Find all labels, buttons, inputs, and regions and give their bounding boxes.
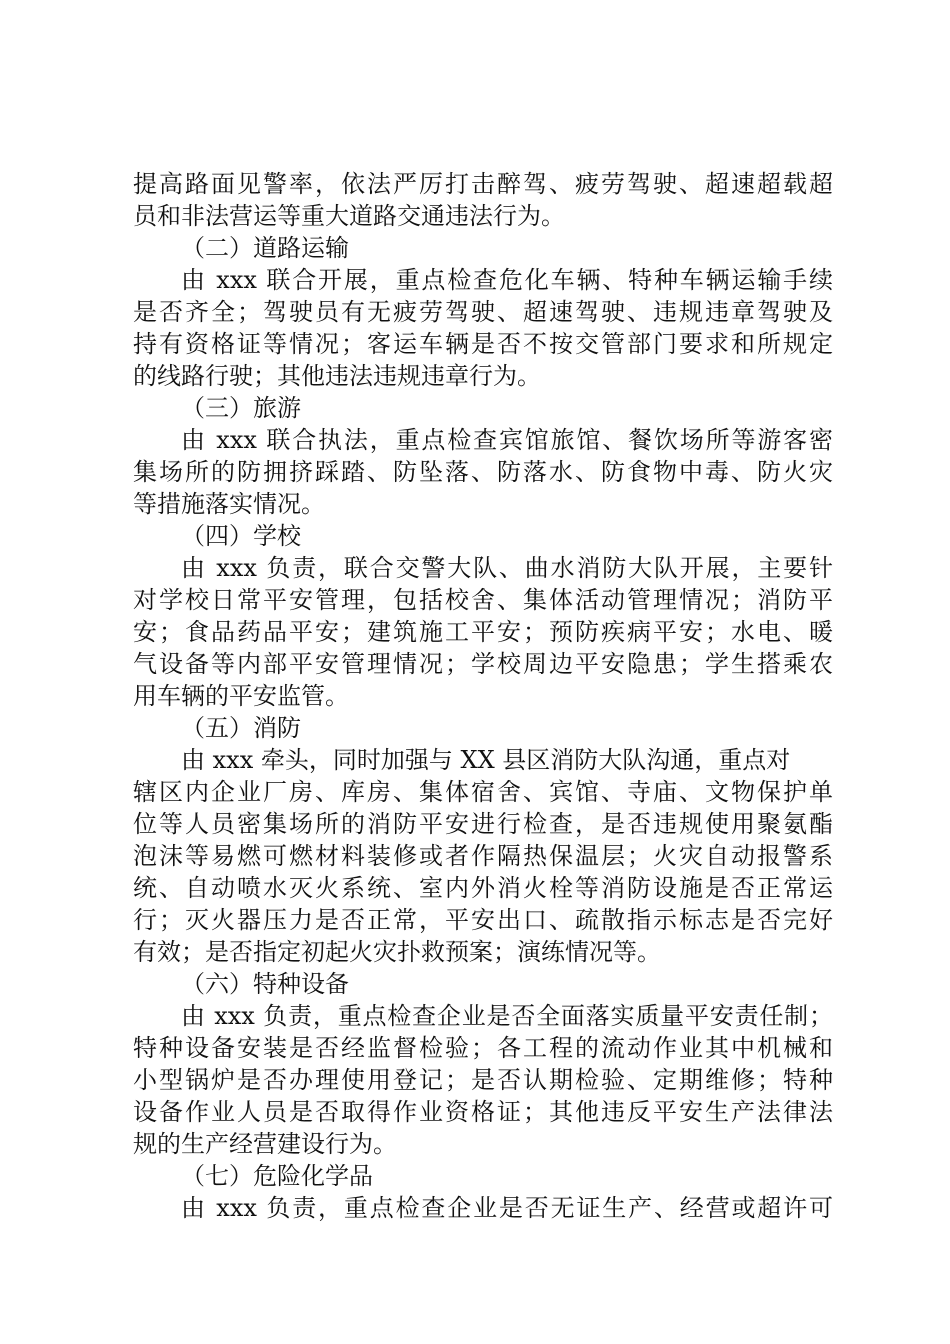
- paragraph-line: 有效；是否指定初起火灾扑救预案；演练情况等。: [133, 938, 661, 966]
- paragraph-line: 气设备等内部平安管理情况；学校周边平安隐患；学生搭乘农: [133, 650, 833, 678]
- paragraph-line: 统、自动喷水灭火系统、室内外消火栓等消防设施是否正常运: [133, 874, 833, 902]
- paragraph-line: 提高路面见警率，依法严厉打击醉驾、疲劳驾驶、超速超载超: [133, 170, 833, 198]
- section-heading-road-transport: （二）道路运输: [181, 234, 349, 262]
- paragraph-line: 等措施落实情况。: [133, 490, 325, 518]
- paragraph-line: 规的生产经营建设行为。: [133, 1130, 397, 1158]
- document-body: [133, 168, 833, 1224]
- paragraph-line: 设备作业人员是否取得作业资格证；其他违反平安生产法律法: [133, 1098, 833, 1126]
- paragraph-line: 由 xxx 负责，重点检查企业是否无证生产、经营或超许可: [181, 1194, 833, 1222]
- paragraph-line: 由 xxx 负责，联合交警大队、曲水消防大队开展，主要针: [181, 554, 833, 582]
- paragraph-line: 由 xxx 联合执法，重点检查宾馆旅馆、餐饮场所等游客密: [181, 426, 833, 454]
- paragraph-line: 由 xxx 联合开展，重点检查危化车辆、特种车辆运输手续: [181, 266, 833, 294]
- paragraph-line: 员和非法营运等重大道路交通违法行为。: [133, 202, 565, 230]
- paragraph-line: 由 xxx 负责，重点检查企业是否全面落实质量平安责任制；: [181, 1002, 833, 1030]
- paragraph-line: 位等人员密集场所的消防平安进行检查，是否违规使用聚氨酯: [133, 810, 833, 838]
- paragraph-line: 泡沫等易燃可燃材料装修或者作隔热保温层；火灾自动报警系: [133, 842, 833, 870]
- paragraph-line: 持有资格证等情况；客运车辆是否不按交管部门要求和所规定: [133, 330, 833, 358]
- section-heading-school: （四）学校: [181, 522, 301, 550]
- paragraph-line: 特种设备安装是否经监督检验；各工程的流动作业其中机械和: [133, 1034, 833, 1062]
- paragraph-line: 的线路行驶；其他违法违规违章行为。: [133, 362, 541, 390]
- section-heading-special-equipment: （六）特种设备: [181, 970, 349, 998]
- paragraph-line: 集场所的防拥挤踩踏、防坠落、防落水、防食物中毒、防火灾: [133, 458, 833, 486]
- section-heading-tourism: （三）旅游: [181, 394, 301, 422]
- paragraph-line: 由 xxx 牵头，同时加强与 XX 县区消防大队沟通，重点对: [181, 746, 791, 774]
- section-heading-hazardous-chemicals: （七）危险化学品: [181, 1162, 373, 1190]
- paragraph-line: 是否齐全；驾驶员有无疲劳驾驶、超速驾驶、违规违章驾驶及: [133, 298, 833, 326]
- paragraph-line: 行；灭火器压力是否正常，平安出口、疏散指示标志是否完好: [133, 906, 833, 934]
- paragraph-line: 小型锅炉是否办理使用登记；是否认期检验、定期维修；特种: [133, 1066, 833, 1094]
- paragraph-line: 辖区内企业厂房、库房、集体宿舍、宾馆、寺庙、文物保护单: [133, 778, 833, 806]
- paragraph-line: 安；食品药品平安；建筑施工平安；预防疾病平安；水电、暖: [133, 618, 833, 646]
- paragraph-line: 用车辆的平安监管。: [133, 682, 349, 710]
- paragraph-line: 对学校日常平安管理，包括校舍、集体活动管理情况；消防平: [133, 586, 833, 614]
- section-heading-fire-safety: （五）消防: [181, 714, 301, 742]
